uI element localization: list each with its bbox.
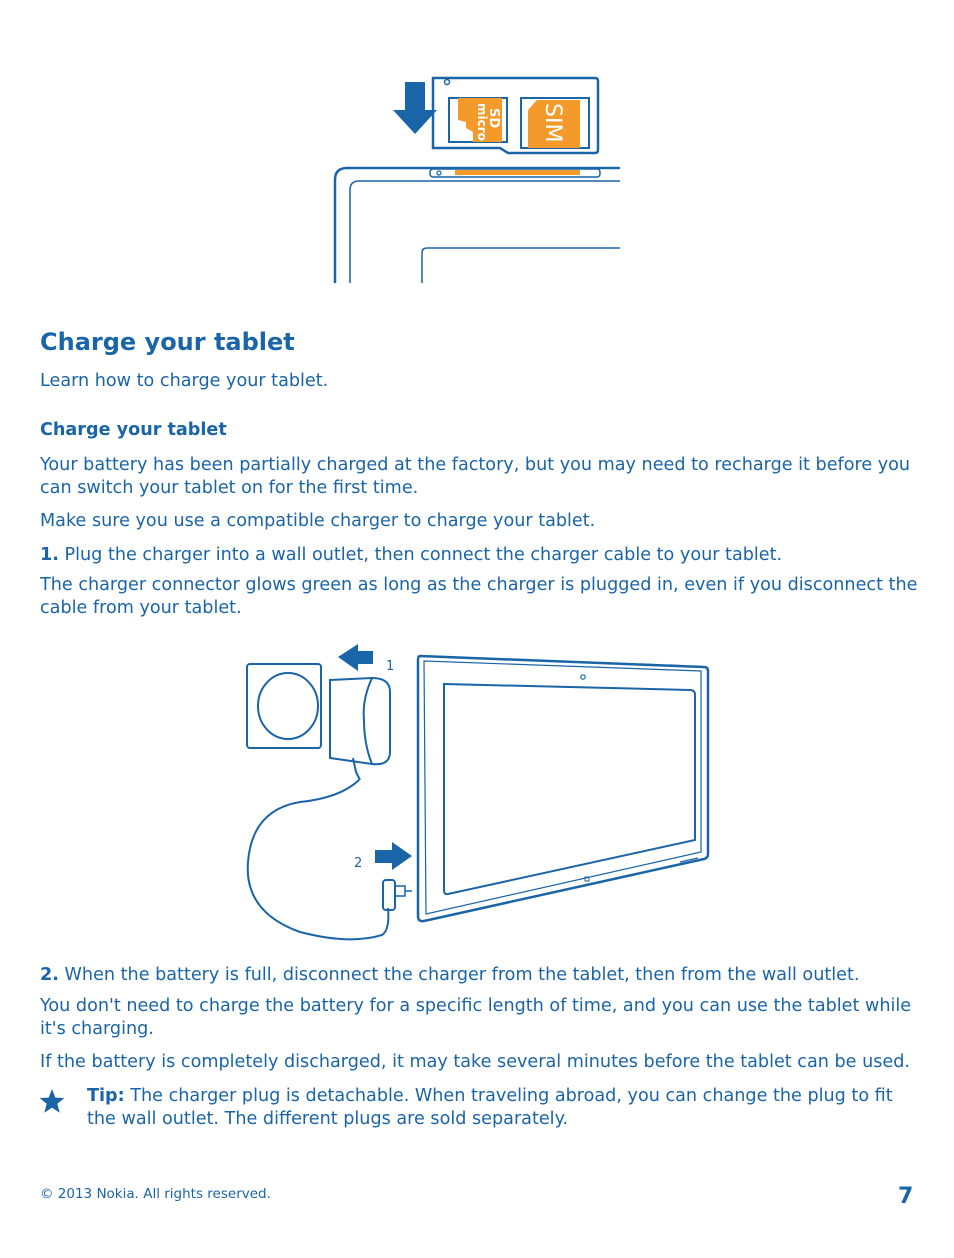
paragraph-charge-duration: You don't need to charge the battery for a specific length of time, and you can use the tablet while it's charging. bbox=[40, 996, 912, 1039]
tip-label: Tip: bbox=[87, 1086, 125, 1106]
tip bbox=[87, 1085, 922, 1130]
paragraph-fully-discharged: If the battery is completely discharged, it may take several minutes before the tablet can be used. bbox=[40, 1052, 910, 1072]
sim-card bbox=[528, 100, 580, 148]
microsd-label-line2: SD bbox=[486, 108, 501, 129]
section-title: Charge your tablet bbox=[40, 328, 295, 356]
plug-in-arrow-icon bbox=[375, 842, 412, 870]
sim-label: SIM bbox=[540, 103, 565, 143]
paragraph-battery-precharged: Your battery has been partially charged at the factory, but you may need to recharge it before you can switch your tablet on for the first time. bbox=[40, 455, 911, 498]
charger-illustration bbox=[240, 640, 715, 945]
insert-arrow-icon bbox=[393, 82, 437, 134]
wall-outlet bbox=[247, 664, 321, 748]
intro-text: Learn how to charge your tablet. bbox=[40, 371, 329, 391]
step-2-number: 2. bbox=[40, 965, 59, 985]
unplug-arrow-icon bbox=[338, 644, 373, 671]
step-2-label: 2 bbox=[354, 856, 363, 871]
tablet bbox=[418, 656, 708, 921]
step-1-label: 1 bbox=[386, 659, 395, 674]
step-2-text: When the battery is full, disconnect the charger from the tablet, then from the wall outlet. bbox=[58, 965, 860, 985]
star-icon bbox=[39, 1088, 65, 1114]
charger-plug bbox=[383, 880, 412, 910]
paragraph-connector-glow: The charger connector glows green as long as the charger is plugged in, even if you disconnect the cable from your tablet. bbox=[40, 575, 918, 618]
step-1-text: Plug the charger into a wall outlet, then connect the charger cable to your tablet. bbox=[58, 545, 783, 565]
paragraph-compatible-charger: Make sure you use a compatible charger to charge your tablet. bbox=[40, 511, 596, 531]
tip-text: The charger plug is detachable. When traveling abroad, you can change the plug to fit the wall outlet. The different plugs are sold separately. bbox=[87, 1086, 893, 1129]
step-2 bbox=[40, 964, 920, 987]
subheading: Charge your tablet bbox=[40, 420, 227, 440]
copyright: © 2013 Nokia. All rights reserved. bbox=[40, 1186, 271, 1202]
step-1 bbox=[40, 544, 920, 567]
sim-tray-illustration bbox=[330, 70, 630, 285]
page-number: 7 bbox=[898, 1184, 914, 1209]
microsd-label-line1: micro bbox=[475, 103, 489, 141]
step-1-number: 1. bbox=[40, 545, 59, 565]
microsd-card bbox=[458, 98, 502, 142]
charger-block bbox=[330, 678, 390, 780]
